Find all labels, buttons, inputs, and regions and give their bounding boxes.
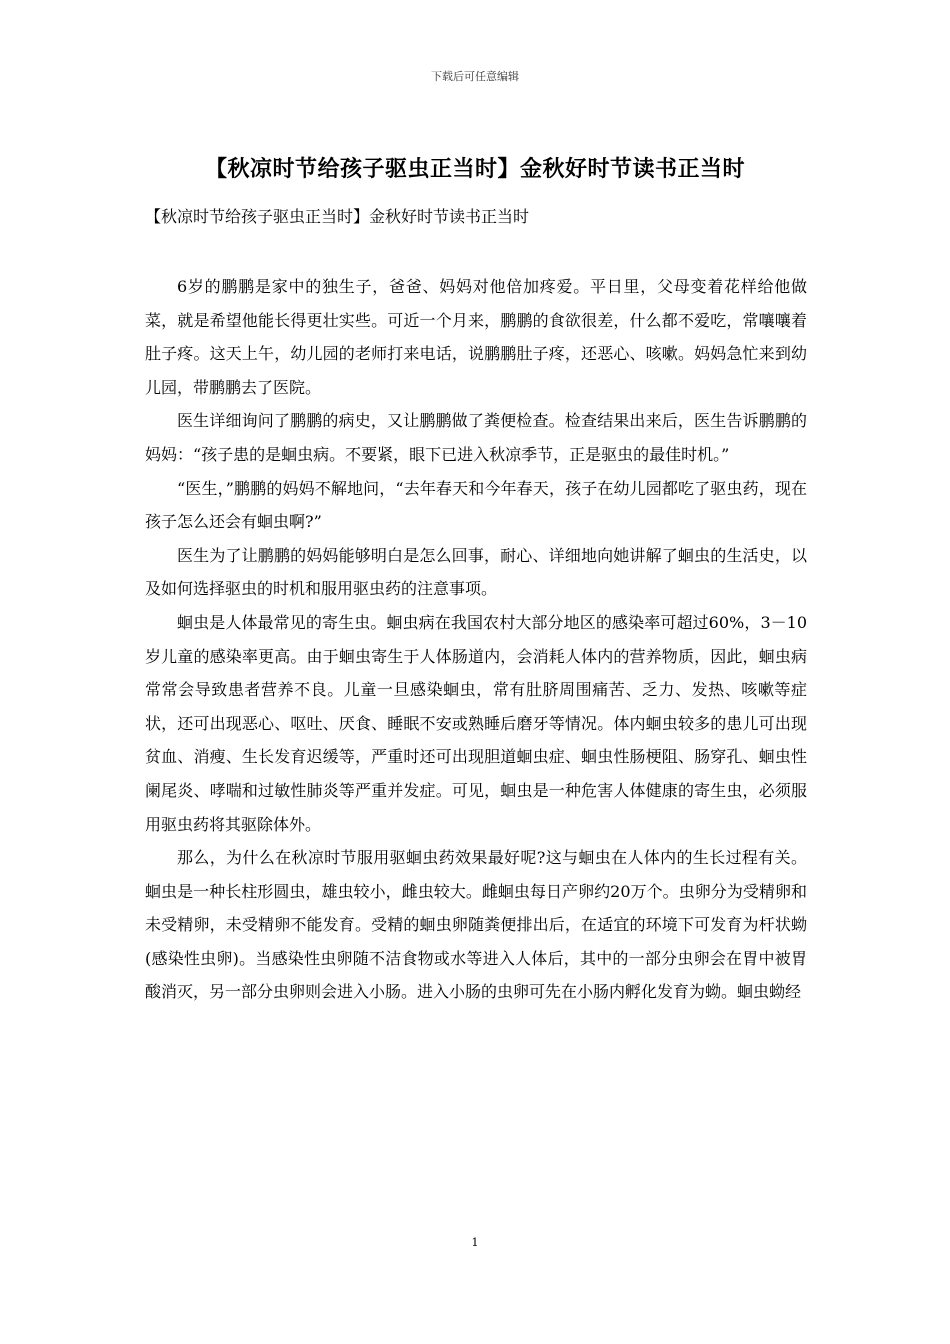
body-paragraph: 医生为了让鹏鹏的妈妈能够明白是怎么回事，耐心、详细地向她讲解了蛔虫的生活史，以及如何选择驱虫的时机和服用驱虫药的注意事项。 [145,545,807,599]
body-paragraph: 那么，为什么在秋凉时节服用驱蛔虫药效果最好呢?这与蛔虫在人体内的生长过程有关。蛔虫是一种长柱形圆虫，雄虫较小，雌虫较大。雌蛔虫每日产卵约20万个。虫卵分为受精卵和未受精卵，未受精卵不能发育。受精的蛔虫卵随粪便排出后，在适宜的环境下可发育为杆状蚴(感染性虫卵)。当感染性虫卵随不洁食物或水等进入人体后，其中的一部分虫卵会在胃中被胃酸消灭，另一部分虫卵则会进入小肠。进入小肠的虫卵可先在小肠内孵化发育为蚴。蛔虫蚴经 [145,848,807,1002]
document-body [145,270,807,1009]
page-number: 1 [471,1236,479,1249]
body-paragraph: 医生详细询问了鹏鹏的病史，又让鹏鹏做了粪便检查。检查结果出来后，医生告诉鹏鹏的妈妈：“孩子患的是蛔虫病。不要紧，眼下已进入秋凉季节，正是驱虫的最佳时机。” [145,411,807,464]
document-title: 【秋凉时节给孩子驱虫正当时】金秋好时节读书正当时 [204,156,745,182]
body-paragraph: 蛔虫是人体最常见的寄生虫。蛔虫病在我国农村大部分地区的感染率可超过60%，3－10岁儿童的感染率更高。由于蛔虫寄生于人体肠道内，会消耗人体内的营养物质，因此，蛔虫病常常会导致患者营养不良。儿童一旦感染蛔虫，常有肚脐周围痛苦、乏力、发热、咳嗽等症状，还可出现恶心、呕吐、厌食、睡眠不安或熟睡后磨牙等情况。体内蛔虫较多的患儿可出现贫血、消瘦、生长发育迟缓等，严重时还可出现胆道蛔虫症、蛔虫性肠梗阻、肠穿孔、蛔虫性阑尾炎、哮喘和过敏性肺炎等严重并发症。可见，蛔虫是一种危害人体健康的寄生虫，必须服用驱虫药将其驱除体外。 [145,612,807,834]
document-subtitle: 【秋凉时节给孩子驱虫正当时】金秋好时节读书正当时 [145,207,530,226]
body-paragraph: 6岁的鹏鹏是家中的独生子，爸爸、妈妈对他倍加疼爱。平日里，父母变着花样给他做菜，就是希望他能长得更壮实些。可近一个月来，鹏鹏的食欲很差，什么都不爱吃，常嚷嚷着肚子疼。这天上午，幼儿园的老师打来电话，说鹏鹏肚子疼，还恶心、咳嗽。妈妈急忙来到幼儿园，带鹏鹏去了医院。 [145,277,807,397]
body-paragraph: “医生，”鹏鹏的妈妈不解地问，“去年春天和今年春天，孩子在幼儿园都吃了驱虫药，现在孩子怎么还会有蛔虫啊?” [145,478,807,532]
header-note: 下载后可任意编辑 [431,70,519,83]
